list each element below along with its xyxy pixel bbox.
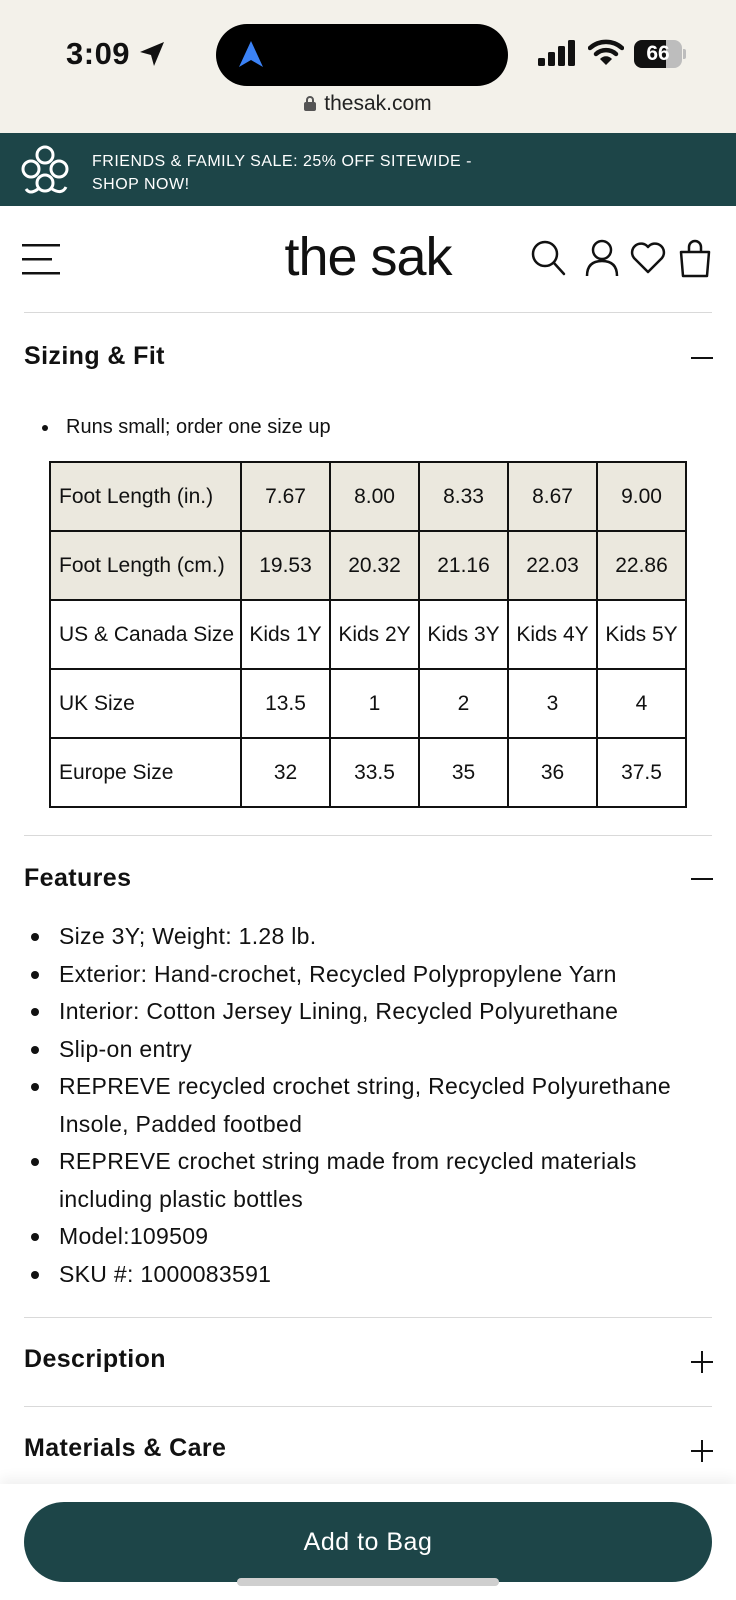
feature-item: Interior: Cotton Jersey Lining, Recycled Polyurethane [24,993,714,1031]
account-icon[interactable] [584,238,620,278]
search-icon[interactable] [530,238,566,278]
size-chart-cell: 8.33 [419,462,508,531]
divider [24,835,712,836]
size-chart-row [50,669,686,738]
size-chart-cell: 8.00 [330,462,419,531]
size-chart-cell: 13.5 [241,669,330,738]
divider [24,312,712,313]
brand-knot-logo-icon [18,143,72,197]
feature-item: SKU #: 1000083591 [24,1256,714,1294]
sizing-note: Runs small; order one size up [42,416,331,439]
size-chart-row-label: Foot Length (cm.) [50,531,241,600]
size-chart-cell: 36 [508,738,597,807]
promo-text[interactable]: FRIENDS & FAMILY SALE: 25% OFF SITEWIDE - SHOP NOW! [92,153,472,193]
size-chart-cell: Kids 2Y [330,600,419,669]
feature-item: Exterior: Hand-crochet, Recycled Polypropylene Yarn [24,956,714,994]
location-arrow-icon [138,40,166,68]
size-chart-cell: 37.5 [597,738,686,807]
feature-item: Size 3Y; Weight: 1.28 lb. [24,918,714,956]
size-chart-cell: 22.03 [508,531,597,600]
size-chart-cell: Kids 1Y [241,600,330,669]
size-chart-cell: 3 [508,669,597,738]
url-text: thesak.com [324,92,432,115]
collapse-minus-icon[interactable] [690,867,714,891]
size-chart-cell: 32 [241,738,330,807]
home-indicator[interactable] [237,1578,499,1586]
promo-banner[interactable] [0,133,736,206]
description-header[interactable]: Description [24,1345,166,1373]
features-list [24,918,714,1293]
size-chart-cell: Kids 4Y [508,600,597,669]
size-chart-row-label: US & Canada Size [50,600,241,669]
size-chart-cell: 2 [419,669,508,738]
divider [24,1317,712,1318]
feature-item: REPREVE recycled crochet string, Recycled Polyurethane Insole, Padded footbed [24,1068,714,1143]
size-chart-cell: 33.5 [330,738,419,807]
navigation-icon [236,39,266,69]
size-chart-cell: 1 [330,669,419,738]
size-chart-cell: 7.67 [241,462,330,531]
materials-care-header[interactable]: Materials & Care [24,1434,227,1462]
shopping-bag-icon[interactable] [677,238,713,278]
size-chart-row-label: Foot Length (in.) [50,462,241,531]
features-header[interactable]: Features [24,864,132,892]
clock: 3:09 [66,36,131,71]
size-chart-cell: 20.32 [330,531,419,600]
size-chart-cell: 9.00 [597,462,686,531]
size-chart-cell: Kids 3Y [419,600,508,669]
size-chart-cell: Kids 5Y [597,600,686,669]
size-chart-row [50,462,686,531]
size-chart-row [50,531,686,600]
size-chart-cell: 22.86 [597,531,686,600]
size-chart-cell: 21.16 [419,531,508,600]
site-header [0,206,736,310]
brand-logo[interactable]: the sak [284,227,452,287]
feature-item: REPREVE crochet string made from recycled materials including plastic bottles [24,1143,714,1218]
collapse-minus-icon[interactable] [690,346,714,370]
lock-icon [304,96,316,111]
size-chart-cell: 8.67 [508,462,597,531]
address-bar[interactable] [0,92,736,124]
add-to-bag-button[interactable]: Add to Bag [24,1502,712,1582]
size-chart-row [50,600,686,669]
battery-icon [634,40,686,68]
size-chart-row-label: UK Size [50,669,241,738]
dynamic-island [216,24,508,86]
size-chart-table [49,461,687,808]
expand-plus-icon[interactable] [690,1439,714,1463]
size-chart-row [50,738,686,807]
wishlist-heart-icon[interactable] [630,238,666,278]
divider [24,1406,712,1407]
cellular-signal-icon [538,40,578,66]
size-chart-cell: 4 [597,669,686,738]
expand-plus-icon[interactable] [690,1350,714,1374]
size-chart-row-label: Europe Size [50,738,241,807]
feature-item: Model:109509 [24,1218,714,1256]
size-chart-cell: 35 [419,738,508,807]
sizing-fit-header[interactable]: Sizing & Fit [24,342,165,370]
wifi-icon [588,38,624,66]
size-chart-cell: 19.53 [241,531,330,600]
battery-percent: 66 [646,42,670,65]
feature-item: Slip-on entry [24,1031,714,1069]
status-bar [0,0,736,133]
